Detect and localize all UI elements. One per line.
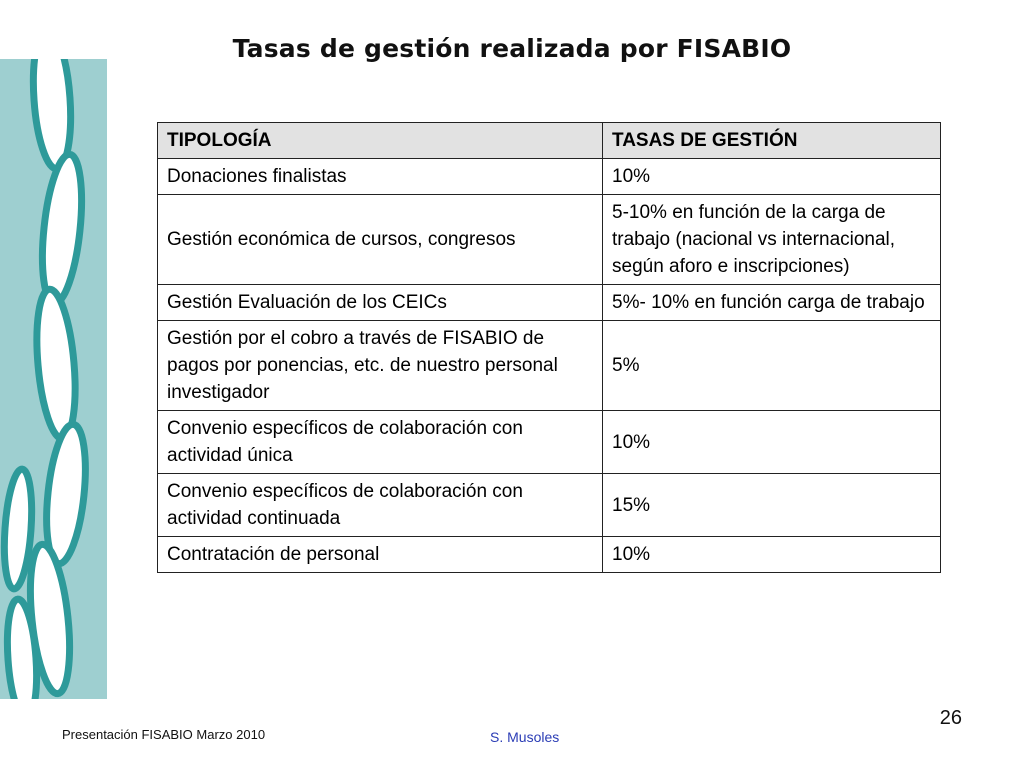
table-row — [158, 321, 941, 411]
row-tasa-cell: 5% — [603, 321, 941, 411]
row-tipologia-cell: Convenio específicos de colaboración con actividad única — [158, 411, 603, 474]
decorative-side-band — [0, 59, 107, 699]
row-tasa-cell: 15% — [603, 474, 941, 537]
table-header-row — [158, 123, 941, 159]
row-tasa-cell: 10% — [603, 537, 941, 573]
row-tipologia-cell: Gestión económica de cursos, congresos — [158, 195, 603, 285]
row-tipologia-cell: Gestión Evaluación de los CEICs — [158, 285, 603, 321]
table-row — [158, 537, 941, 573]
footer-author: S. Musoles — [490, 729, 560, 745]
row-tipologia-cell: Gestión por el cobro a través de FISABIO de pagos por ponencias, etc. de nuestro personal investigador — [158, 321, 603, 411]
table-row — [158, 474, 941, 537]
table-row — [158, 195, 941, 285]
row-tasa-cell: 5-10% en función de la carga de trabajo (nacional vs internacional, según aforo e inscripciones) — [603, 195, 941, 285]
row-tasa-cell: 5%- 10% en función carga de trabajo — [603, 285, 941, 321]
table-row — [158, 285, 941, 321]
header-tasas-de-gestion: TASAS DE GESTIÓN — [603, 123, 941, 159]
row-tipologia-cell: Convenio específicos de colaboración con actividad continuada — [158, 474, 603, 537]
slide-title: Tasas de gestión realizada por FISABIO — [232, 34, 792, 63]
row-tasa-cell: 10% — [603, 411, 941, 474]
header-tipologia: TIPOLOGÍA — [158, 123, 603, 159]
footer-presentation-label: Presentación FISABIO Marzo 2010 — [62, 727, 266, 742]
table-row — [158, 159, 941, 195]
management-rates-table — [157, 122, 941, 573]
row-tipologia-cell: Donaciones finalistas — [158, 159, 603, 195]
row-tipologia-cell: Contratación de personal — [158, 537, 603, 573]
row-tasa-cell: 10% — [603, 159, 941, 195]
page-number: 26 — [939, 707, 962, 729]
table-row — [158, 411, 941, 474]
chain-pattern-graphic — [0, 59, 107, 699]
